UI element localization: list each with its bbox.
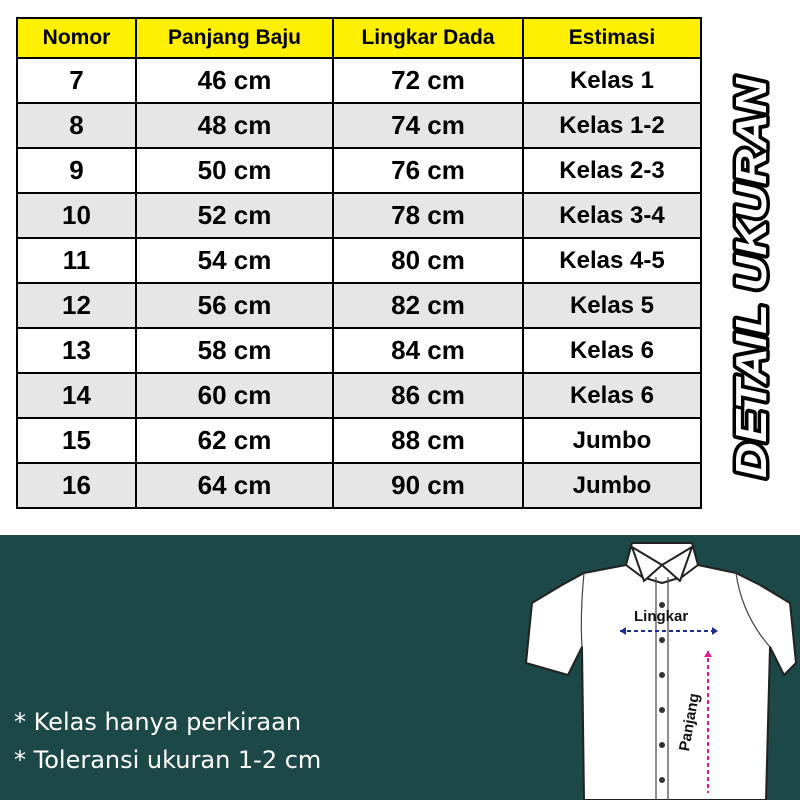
cell-panjang: 58 cm	[136, 328, 333, 373]
header-panjang-baju: Panjang Baju	[136, 18, 333, 58]
note-tolerance: * Toleransi ukuran 1-2 cm	[14, 746, 322, 774]
cell-lingkar: 88 cm	[333, 418, 523, 463]
notes	[14, 703, 321, 779]
header-nomor: Nomor	[17, 18, 136, 58]
table-row	[17, 283, 701, 328]
cell-estimasi: Kelas 4-5	[523, 238, 701, 283]
cell-nomor: 14	[17, 373, 136, 418]
cell-nomor: 9	[17, 148, 136, 193]
cell-estimasi: Kelas 1	[523, 58, 701, 103]
table-row	[17, 238, 701, 283]
side-title-svg	[704, 10, 796, 530]
cell-nomor: 7	[17, 58, 136, 103]
cell-nomor: 13	[17, 328, 136, 373]
cell-lingkar: 74 cm	[333, 103, 523, 148]
cell-estimasi: Kelas 5	[523, 283, 701, 328]
cell-estimasi: Kelas 3-4	[523, 193, 701, 238]
cell-panjang: 56 cm	[136, 283, 333, 328]
cell-lingkar: 90 cm	[333, 463, 523, 508]
table-row	[17, 103, 701, 148]
cell-panjang: 62 cm	[136, 418, 333, 463]
cell-lingkar: 76 cm	[333, 148, 523, 193]
cell-estimasi: Kelas 6	[523, 373, 701, 418]
cell-nomor: 8	[17, 103, 136, 148]
cell-estimasi: Jumbo	[523, 463, 701, 508]
chest-label: Lingkar	[634, 608, 689, 625]
shirt-illustration	[522, 535, 800, 800]
table-header-row	[17, 18, 701, 58]
table-row	[17, 193, 701, 238]
cell-panjang: 46 cm	[136, 58, 333, 103]
cell-lingkar: 86 cm	[333, 373, 523, 418]
table-row	[17, 373, 701, 418]
table-row	[17, 328, 701, 373]
cell-lingkar: 82 cm	[333, 283, 523, 328]
cell-lingkar: 84 cm	[333, 328, 523, 373]
cell-estimasi: Jumbo	[523, 418, 701, 463]
table-row	[17, 148, 701, 193]
cell-lingkar: 78 cm	[333, 193, 523, 238]
cell-panjang: 60 cm	[136, 373, 333, 418]
side-title	[704, 10, 796, 530]
table-row	[17, 58, 701, 103]
cell-panjang: 52 cm	[136, 193, 333, 238]
header-lingkar-dada: Lingkar Dada	[333, 18, 523, 58]
cell-lingkar: 80 cm	[333, 238, 523, 283]
table-row	[17, 463, 701, 508]
cell-nomor: 12	[17, 283, 136, 328]
length-label: Panjang	[676, 692, 704, 753]
cell-nomor: 10	[17, 193, 136, 238]
header-estimasi: Estimasi	[523, 18, 701, 58]
cell-estimasi: Kelas 2-3	[523, 148, 701, 193]
cell-nomor: 11	[17, 238, 136, 283]
cell-panjang: 64 cm	[136, 463, 333, 508]
shirt-body	[526, 563, 796, 800]
cell-nomor: 15	[17, 418, 136, 463]
cell-nomor: 16	[17, 463, 136, 508]
table-row	[17, 418, 701, 463]
size-chart-table	[16, 17, 702, 509]
cell-estimasi: Kelas 6	[523, 328, 701, 373]
shirt-diagram	[522, 535, 800, 800]
cell-panjang: 48 cm	[136, 103, 333, 148]
cell-lingkar: 72 cm	[333, 58, 523, 103]
note-estimate: * Kelas hanya perkiraan	[14, 708, 302, 736]
cell-panjang: 54 cm	[136, 238, 333, 283]
side-title-text: DETAIL UKURAN	[727, 120, 776, 478]
cell-estimasi: Kelas 1-2	[523, 103, 701, 148]
cell-panjang: 50 cm	[136, 148, 333, 193]
